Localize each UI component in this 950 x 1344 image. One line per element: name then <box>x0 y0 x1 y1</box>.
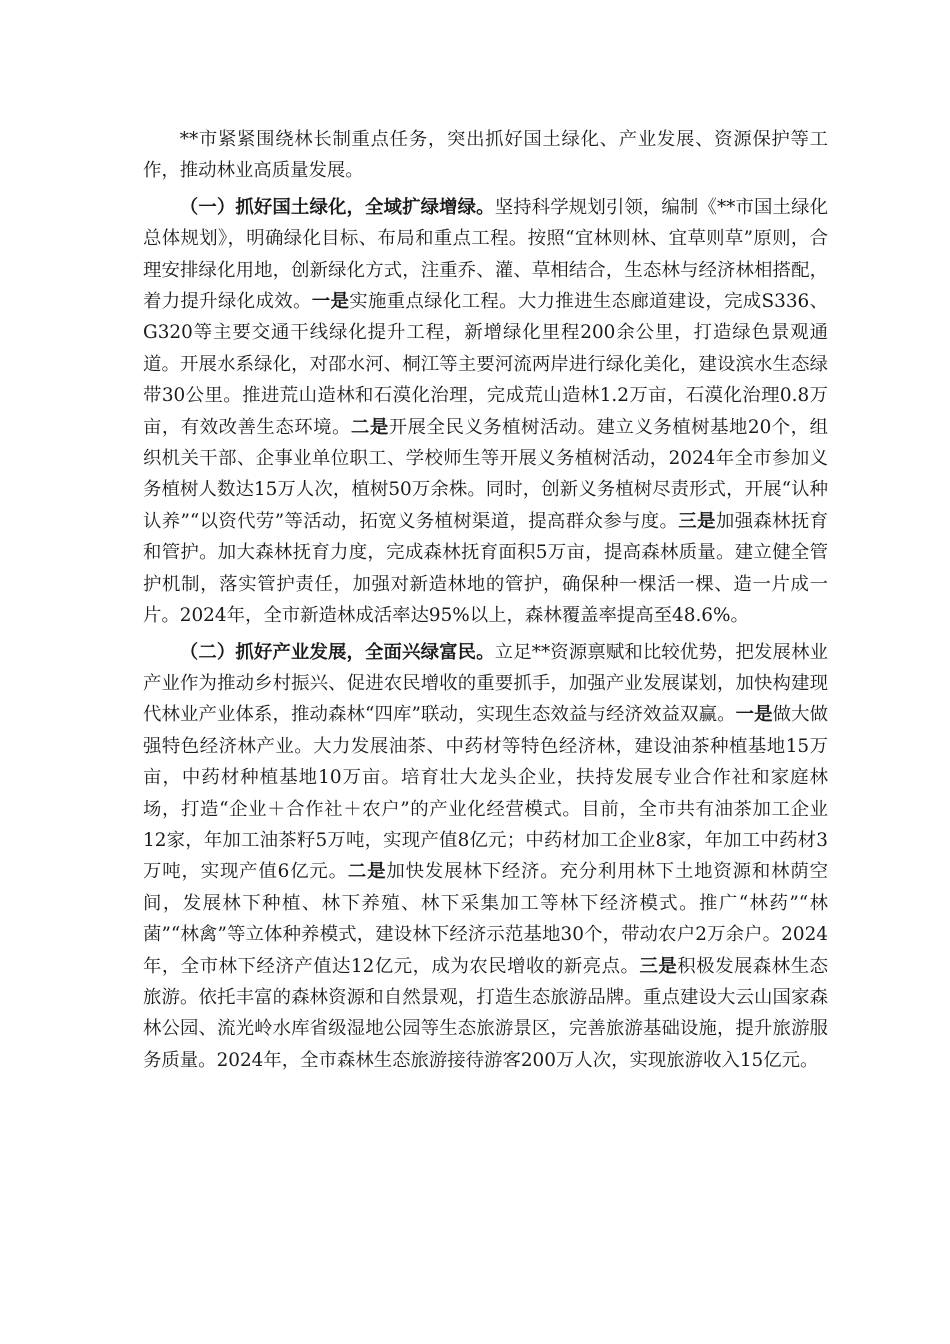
section-1-keyword-2: 二是 <box>350 416 389 438</box>
section-2-text-3: 加快发展林下经济。充分利用林下土地资源和林荫空间，发展林下种植、林下养殖、林下采集加工等林下经济模式。推广“林药”“林菌”“林禽”等立体种养模式，建设林下经济示范基地30个，带动农户2万余户。2024年，全市林下经济产值达12亿元，成为农民增收的新亮点。 <box>143 861 828 977</box>
section-2-keyword-2: 二是 <box>347 861 387 883</box>
section-1-text-4: 加强森林抚育和管护。加大森林抚育力度，完成森林抚育面积5万亩，提高森林质量。建立健全管护机制，落实管护责任，加强对新造林地的管护，确保种一棵活一棵、造一片成一片。2024年，全市新造林成活率达95%以上，森林覆盖率提高至48.6%。 <box>143 510 828 627</box>
section-2-text-2: 做大做强特色经济林产业。大力发展油茶、中药材等特色经济林，建设油茶种植基地15万亩，中药材种植基地10万亩。培育壮大龙头企业，扶持发展专业合作社和家庭林场，打造“企业＋合作社＋农户”的产业化经营模式。目前，全市共有油茶加工企业12家，年加工油茶籽5万吨，实现产值8亿元；中药材加工企业8家，年加工中药材3万吨，实现产值6亿元。 <box>143 704 828 883</box>
section-1-heading: （一）抓好国土绿化，全域扩绿增绿。 <box>179 196 495 218</box>
section-1-text-1: 坚持科学规划引领，编制《**市国土绿化总体规划》，明确绿化目标、布局和重点工程。按照“宜林则林、宜草则草”原则，合理安排绿化用地，创新绿化方式，注重乔、灌、草相结合，生态林与经济林相搭配，着力提升绿化成效。 <box>143 196 828 313</box>
section-1-paragraph <box>143 192 828 632</box>
section-2-keyword-1: 一是 <box>735 704 773 726</box>
section-2-heading: （二）抓好产业发展，全面兴绿富民。 <box>179 641 495 663</box>
section-2-text-1: 立足**资源禀赋和比较优势，把发展林业产业作为推动乡村振兴、促进农民增收的重要抓手，加强产业发展谋划，加快构建现代林业产业体系，推动森林“四库”联动，实现生态效益与经济效益双赢。 <box>143 641 828 726</box>
section-2-keyword-3: 三是 <box>639 955 678 977</box>
intro-text: **市紧紧围绕林长制重点任务，突出抓好国土绿化、产业发展、资源保护等工作，推动林业高质量发展。 <box>143 129 828 182</box>
section-2-paragraph <box>143 637 828 1077</box>
section-1-keyword-1: 一是 <box>311 291 350 313</box>
intro-paragraph <box>143 124 828 187</box>
section-1-text-3: 开展全民义务植树活动。建立义务植树基地20个，组织机关干部、企事业单位职工、学校师生等开展义务植树活动，2024年全市参加义务植树人数达15万人次，植树50万余株。同时，创新义务植树尽责形式，开展“认种认养”“以资代劳”等活动，拓宽义务植树渠道，提高群众参与度。 <box>143 416 828 532</box>
section-1-keyword-3: 三是 <box>678 510 716 532</box>
section-1-text-2: 实施重点绿化工程。大力推进生态廊道建设，完成S336、G320等主要交通干线绿化提升工程，新增绿化里程200余公里，打造绿色景观通道。开展水系绿化，对邵水河、桐江等主要河流两岸进行绿化美化，建设滨水生态绿带30公里。推进荒山造林和石漠化治理，完成荒山造林1.2万亩，石漠化治理0.8万亩，有效改善生态环境。 <box>143 291 828 438</box>
section-2-text-4: 积极发展森林生态旅游。依托丰富的森林资源和自然景观，打造生态旅游品牌。重点建设大云山国家森林公园、流光岭水库省级湿地公园等生态旅游景区，完善旅游基础设施，提升旅游服务质量。2024年，全市森林生态旅游接待游客200万人次，实现旅游收入15亿元。 <box>143 955 828 1071</box>
document-body <box>143 124 828 1081</box>
